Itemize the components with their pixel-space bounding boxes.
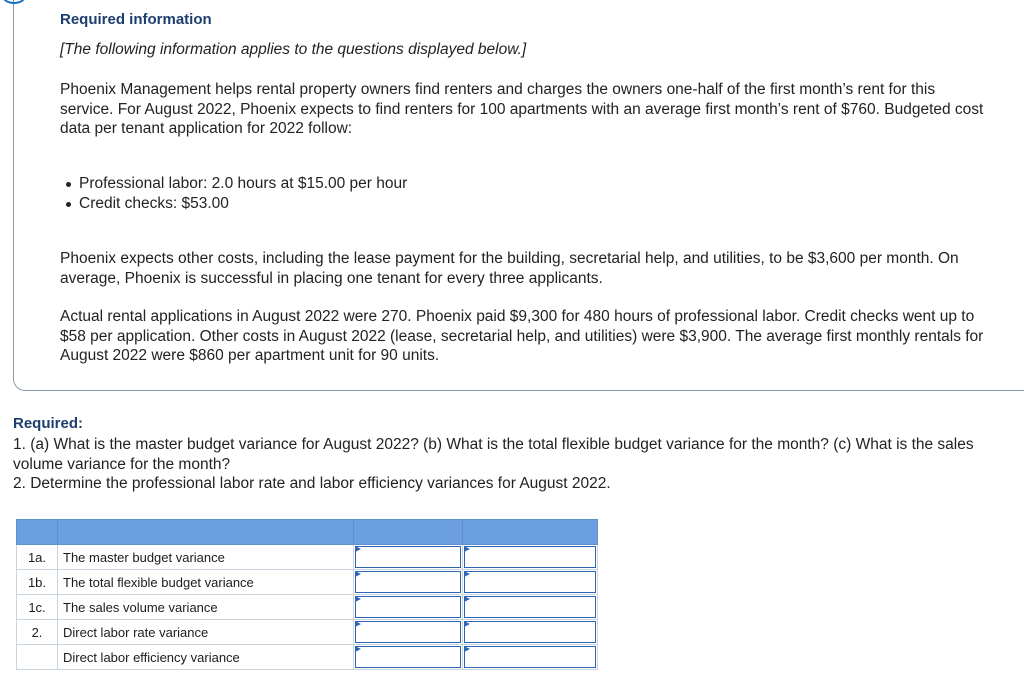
- info-paragraph-2: Phoenix expects other costs, including the lease payment for the building, secretarial help, and utilities, to be $3,600 per month. On average, Phoenix is successful in placing one tenant for every three applicants.: [60, 250, 959, 287]
- table-row: [17, 595, 598, 620]
- answer-input-effect[interactable]: [464, 546, 596, 568]
- bullet-item: Professional labor: 2.0 hours at $15.00 per hour: [60, 174, 407, 194]
- answer-table: [16, 519, 598, 670]
- required-question-1: 1. (a) What is the master budget variance for August 2022? (b) What is the total flexible budget variance for the month? (c) What is the sales volume variance for the month?: [13, 436, 974, 473]
- info-note: [The following information applies to the questions displayed below.]: [60, 41, 527, 58]
- table-row: [17, 570, 598, 595]
- info-paragraph-3: Actual rental applications in August 2022 were 270. Phoenix paid $9,300 for 480 hours of professional labor. Credit checks went up to $58 per application. Other costs in August 2022 (lease, secretarial help, and utilities) were $3,900. The average first monthly rentals for August 2022 were $860 per apartment unit for 90 units.: [60, 308, 984, 364]
- table-header-row: [17, 520, 598, 545]
- answer-input-effect[interactable]: [464, 596, 596, 618]
- row-label: The master budget variance: [58, 545, 354, 570]
- answer-input-amount[interactable]: [355, 596, 461, 618]
- bullet-item: Credit checks: $53.00: [60, 194, 407, 214]
- info-title: Required information: [60, 11, 212, 28]
- row-label: Direct labor rate variance: [58, 620, 354, 645]
- row-number: 1a.: [17, 545, 58, 570]
- row-number: [17, 645, 58, 670]
- required-question-2: 2. Determine the professional labor rate and labor efficiency variances for August 2022.: [13, 475, 611, 492]
- cost-bullet-list: [60, 174, 407, 213]
- table-row: [17, 545, 598, 570]
- table-row: [17, 620, 598, 645]
- answer-input-amount[interactable]: [355, 546, 461, 568]
- row-number: 1b.: [17, 570, 58, 595]
- answer-input-amount[interactable]: [355, 621, 461, 643]
- info-paragraph-1: Phoenix Management helps rental property owners find renters and charges the owners one-half of the first month’s rent for this service. For August 2022, Phoenix expects to find renters for 100 apartments with an average first month’s rent of $760. Budgeted cost data per tenant application for 2022 follow:: [60, 81, 984, 137]
- answer-input-effect[interactable]: [464, 571, 596, 593]
- row-label: The total flexible budget variance: [58, 570, 354, 595]
- required-heading: Required:: [13, 415, 84, 432]
- answer-input-amount[interactable]: [355, 571, 461, 593]
- row-label: The sales volume variance: [58, 595, 354, 620]
- row-number: 2.: [17, 620, 58, 645]
- row-label: Direct labor efficiency variance: [58, 645, 354, 670]
- table-row: [17, 645, 598, 670]
- row-number: 1c.: [17, 595, 58, 620]
- answer-input-effect[interactable]: [464, 646, 596, 668]
- answer-input-amount[interactable]: [355, 646, 461, 668]
- answer-input-effect[interactable]: [464, 621, 596, 643]
